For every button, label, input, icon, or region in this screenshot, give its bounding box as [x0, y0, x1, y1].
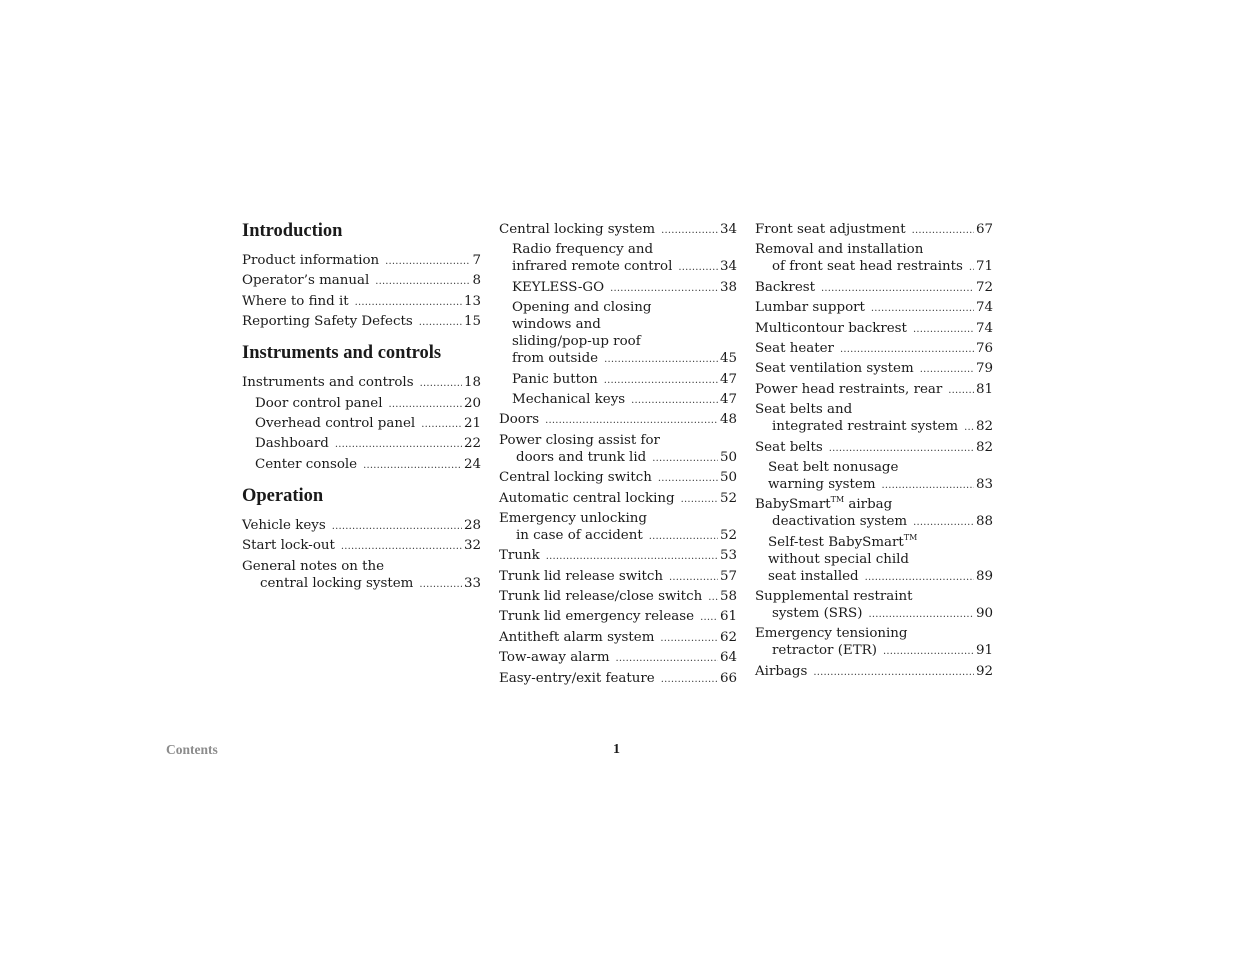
toc-entry-line: Power closing assist for: [499, 432, 660, 448]
toc-entry-title: warning system: [768, 476, 876, 492]
dot-leader: [335, 436, 462, 453]
toc-entry[interactable]: [755, 625, 993, 660]
toc-entry-line: [499, 649, 737, 667]
dot-leader: [419, 576, 462, 593]
toc-page-ref: 52: [719, 527, 737, 543]
toc-entry-title: Airbags: [755, 663, 808, 679]
toc-entry-line: [755, 320, 993, 338]
toc-entry-title: Reporting Safety Defects: [242, 314, 413, 330]
toc-entry-title: Antitheft alarm system: [499, 629, 655, 645]
toc-entry[interactable]: [499, 547, 737, 565]
toc-entry-title: Where to find it: [242, 293, 349, 309]
dot-leader: [546, 548, 718, 565]
toc-entry-line: [242, 313, 481, 331]
toc-entry[interactable]: [242, 537, 481, 555]
toc-page-ref: 66: [719, 670, 737, 686]
toc-entry-title: Easy-entry/exit feature: [499, 670, 655, 686]
toc-entry-title: Lumbar support: [755, 300, 865, 316]
toc-entry-line: [755, 418, 993, 436]
toc-entry-title: Trunk lid release/close switch: [499, 589, 703, 605]
section-heading: Instruments and controls: [242, 343, 442, 364]
toc-entry[interactable]: [242, 313, 481, 331]
toc-entry[interactable]: [755, 381, 993, 399]
dot-leader: [912, 222, 974, 239]
toc-entry[interactable]: [242, 517, 481, 535]
toc-entry[interactable]: [499, 490, 737, 508]
toc-entry-line: [499, 371, 737, 389]
dot-leader: [829, 440, 974, 457]
dot-leader: [871, 300, 974, 317]
toc-entry-line: [755, 258, 993, 276]
toc-page-ref: 53: [719, 548, 737, 564]
dot-leader: [421, 416, 462, 433]
toc-entry-title: Panic button: [512, 371, 598, 387]
toc-entry-title: Central locking switch: [499, 470, 652, 486]
dot-leader: [913, 514, 974, 531]
toc-page-ref: 13: [463, 293, 481, 309]
toc-entry-title: Tow-away alarm: [499, 650, 610, 666]
toc-entry-line: [242, 252, 481, 270]
toc-page-ref: 71: [975, 259, 993, 275]
toc-entry-line: [499, 588, 737, 606]
toc-entry-title: retractor (ETR): [772, 643, 877, 659]
toc-entry-line: [755, 663, 993, 681]
dot-leader: [821, 280, 974, 297]
dot-leader: [388, 396, 461, 413]
dot-leader: [341, 538, 462, 555]
toc-entry-line: [499, 350, 737, 368]
toc-page-ref: 24: [463, 456, 481, 472]
dot-leader: [882, 477, 974, 494]
toc-entry[interactable]: [499, 568, 737, 586]
toc-page-ref: 82: [975, 439, 993, 455]
toc-entry[interactable]: [242, 435, 481, 453]
dot-leader: [652, 450, 718, 467]
toc-entry-line: Emergency tensioning: [755, 626, 908, 642]
dot-leader: [661, 222, 718, 239]
toc-entry[interactable]: [499, 469, 737, 487]
toc-entry-line: [242, 374, 481, 392]
toc-page-ref: 48: [719, 412, 737, 428]
toc-entry-title: Seat heater: [755, 340, 834, 356]
toc-page-ref: 74: [975, 300, 993, 316]
toc-entry[interactable]: [755, 221, 993, 239]
toc-entry-title: central locking system: [260, 575, 414, 591]
toc-entry-title: Central locking system: [499, 222, 656, 237]
toc-entry-title: from outside: [512, 351, 599, 367]
toc-entry-list: [242, 252, 481, 331]
toc-page-ref: 81: [975, 381, 993, 397]
toc-entry[interactable]: [499, 221, 737, 239]
toc-entry-title: Doors: [499, 412, 540, 428]
toc-entry-title: Seat belts: [755, 439, 823, 455]
dot-leader: [678, 259, 718, 276]
toc-page-ref: 67: [975, 222, 993, 237]
toc-entry[interactable]: [755, 299, 993, 317]
toc-entry-title: seat installed: [768, 568, 859, 584]
toc-entry-line: [755, 360, 993, 378]
toc-entry[interactable]: [242, 558, 481, 593]
toc-entry-title: Start lock-out: [242, 538, 335, 554]
toc-entry-list: [242, 517, 481, 593]
toc-entry-line: [499, 629, 737, 647]
toc-entry[interactable]: [755, 439, 993, 457]
toc-entry-title: infrared remote control: [512, 259, 673, 275]
toc-page-ref: 58: [719, 589, 737, 605]
dot-leader: [419, 314, 462, 331]
toc-entry-line: [499, 411, 737, 429]
toc-entry-line: [755, 299, 993, 317]
toc-page-ref: 90: [975, 606, 993, 622]
toc-entry[interactable]: [755, 496, 993, 531]
toc-entry-title: KEYLESS-GO: [512, 279, 605, 295]
toc-entry-title: system (SRS): [772, 606, 863, 622]
toc-entry-title: Backrest: [755, 279, 816, 295]
toc-entry[interactable]: [499, 608, 737, 626]
toc-entry-line: [755, 279, 993, 297]
dot-leader: [355, 294, 462, 311]
toc-entry[interactable]: [499, 279, 737, 297]
dot-leader: [363, 457, 462, 474]
toc-entry-line: Supplemental restraint: [755, 589, 913, 605]
toc-entry-line: [499, 469, 737, 487]
toc-page-ref: 88: [975, 514, 993, 530]
toc-page-ref: 8: [472, 273, 481, 289]
dot-leader: [681, 491, 718, 508]
toc-entry[interactable]: [755, 320, 993, 338]
toc-entry[interactable]: [242, 456, 481, 474]
dot-leader: [375, 273, 470, 290]
toc-entry-title: of front seat head restraints: [772, 259, 963, 275]
toc-entry[interactable]: [499, 411, 737, 429]
toc-entry-line: Emergency unlocking: [499, 510, 647, 526]
toc-page-ref: 92: [975, 663, 993, 679]
toc-entry[interactable]: [755, 241, 993, 276]
toc-entry-title: deactivation system: [772, 514, 908, 530]
dot-leader: [631, 392, 718, 409]
dot-leader: [708, 589, 718, 606]
toc-entry-line: [499, 449, 737, 467]
dot-leader: [669, 569, 718, 586]
toc-entry-list: [242, 374, 481, 474]
toc-entry-title: Power head restraints, rear: [755, 381, 943, 397]
toc-entry-line: [242, 415, 481, 433]
dot-leader: [840, 341, 974, 358]
toc-entry[interactable]: [755, 340, 993, 358]
toc-page-ref: 15: [463, 314, 481, 330]
dot-leader: [420, 375, 462, 392]
toc-entry-line: windows and: [512, 317, 601, 333]
toc-entry[interactable]: [499, 432, 737, 467]
dot-leader: [913, 321, 974, 338]
toc-entry-title: Automatic central locking: [499, 490, 675, 506]
dot-leader: [948, 382, 974, 399]
toc-entry-line: [755, 568, 993, 586]
toc-page-ref: 22: [463, 436, 481, 452]
toc-page-ref: 47: [719, 371, 737, 387]
toc-entry[interactable]: [755, 459, 993, 494]
dot-leader: [616, 650, 718, 667]
toc-entry-line: Self-test BabySmart™: [768, 532, 918, 550]
toc-entry[interactable]: [755, 401, 993, 436]
toc-entry-line: [755, 513, 993, 531]
dot-leader: [604, 372, 718, 389]
toc-page-ref: 82: [975, 419, 993, 435]
toc-entry[interactable]: [242, 272, 481, 290]
toc-column-2: [499, 220, 737, 690]
dot-leader: [658, 470, 718, 487]
trademark-mark: TM: [830, 495, 845, 505]
dot-leader: [660, 630, 718, 647]
toc-entry-line: [755, 642, 993, 660]
dot-leader: [700, 609, 718, 626]
toc-entry-title: Vehicle keys: [242, 517, 326, 533]
section-heading: Operation: [242, 485, 324, 506]
toc-entry[interactable]: [242, 395, 481, 413]
toc-entry-title: Center console: [255, 456, 358, 472]
dot-leader: [868, 606, 974, 623]
toc-entry-line: [242, 272, 481, 290]
toc-entry-line: [242, 395, 481, 413]
toc-entry-title: Dashboard: [255, 436, 329, 452]
toc-page-ref: 83: [975, 476, 993, 492]
toc-entry-line: [499, 221, 737, 239]
toc-page-ref: 52: [719, 490, 737, 506]
toc-entry-title: in case of accident: [516, 527, 643, 543]
toc-entry-title: Trunk lid release switch: [499, 568, 664, 584]
toc-entry[interactable]: [755, 663, 993, 681]
toc-entry[interactable]: [242, 415, 481, 433]
toc-entry[interactable]: [755, 534, 993, 586]
toc-entry-title: Mechanical keys: [512, 391, 626, 407]
toc-entry-title: integrated restraint system: [772, 419, 959, 435]
toc-page-ref: 47: [719, 391, 737, 407]
dot-leader: [865, 569, 974, 586]
toc-entry-line: [499, 547, 737, 565]
dot-leader: [545, 412, 718, 429]
toc-entry[interactable]: [242, 252, 481, 270]
toc-entry-title: Trunk lid emergency release: [499, 609, 695, 625]
toc-page-ref: 74: [975, 320, 993, 336]
toc-entry-line: Opening and closing: [512, 300, 652, 316]
toc-entry[interactable]: [499, 670, 737, 688]
toc-entry-line: [242, 517, 481, 535]
toc-page-ref: 50: [719, 449, 737, 465]
toc-page-ref: 89: [975, 568, 993, 584]
toc-entry-line: [242, 435, 481, 453]
toc-page-ref: 18: [463, 375, 481, 391]
toc-page-ref: 38: [719, 279, 737, 295]
toc-entry-title: Trunk: [499, 548, 540, 564]
toc-entry-line: Seat belts and: [755, 402, 853, 418]
footer-section-label: Contents: [166, 742, 218, 757]
toc-entry-title: Front seat adjustment: [755, 222, 906, 237]
toc-entry-line: [755, 439, 993, 457]
dot-leader: [385, 253, 470, 270]
toc-entry-line: [499, 258, 737, 276]
toc-entry[interactable]: [499, 588, 737, 606]
toc-entry-title: Door control panel: [255, 395, 383, 411]
dot-leader: [920, 361, 974, 378]
dot-leader: [883, 643, 974, 660]
dot-leader: [964, 419, 974, 436]
toc-entry-line: [499, 670, 737, 688]
dot-leader: [610, 280, 718, 297]
toc-entry-line: without special child: [768, 551, 910, 567]
toc-entry-line: sliding/pop-up roof: [512, 334, 641, 350]
toc-entry-line: [755, 476, 993, 494]
toc-entry-title: Instruments and controls: [242, 375, 414, 391]
toc-page-ref: 64: [719, 650, 737, 666]
toc-page-ref: 57: [719, 568, 737, 584]
toc-page-ref: 28: [463, 517, 481, 533]
toc-entry-line: [499, 279, 737, 297]
toc-page-ref: 21: [463, 415, 481, 431]
toc-page-ref: 45: [719, 351, 737, 367]
toc-page-ref: 32: [463, 538, 481, 554]
dot-leader: [661, 671, 718, 688]
trademark-mark: TM: [903, 532, 918, 542]
toc-entry-title: doors and trunk lid: [516, 449, 647, 465]
toc-entry[interactable]: [242, 293, 481, 311]
toc-entry-line: BabySmart™ airbag: [755, 495, 893, 513]
toc-entry-line: [242, 456, 481, 474]
toc-entry-line: [755, 605, 993, 623]
dot-leader: [332, 518, 462, 535]
dot-leader: [813, 664, 974, 681]
toc-entry[interactable]: [499, 371, 737, 389]
toc-entry[interactable]: [499, 391, 737, 409]
toc-page-ref: 20: [463, 395, 481, 411]
toc-entry-line: [242, 293, 481, 311]
toc-entry-title: Seat ventilation system: [755, 361, 914, 377]
toc-entry-line: [499, 391, 737, 409]
page-number: 1: [613, 742, 620, 757]
toc-entry-line: [755, 221, 993, 239]
toc-entry-line: [499, 527, 737, 545]
dot-leader: [604, 351, 718, 368]
toc-entry[interactable]: [242, 374, 481, 392]
toc-entry-line: Seat belt nonusage: [768, 459, 899, 475]
toc-entry[interactable]: [755, 588, 993, 623]
toc-entry-line: [242, 537, 481, 555]
toc-page-ref: 91: [975, 643, 993, 659]
toc-entry-title: Overhead control panel: [255, 415, 416, 431]
toc-entry[interactable]: [499, 241, 737, 276]
toc-entry-title: Product information: [242, 253, 380, 268]
toc-page-ref: 7: [472, 253, 481, 268]
toc-page-ref: 72: [975, 279, 993, 295]
toc-entry[interactable]: [499, 510, 737, 545]
toc-entry-line: Radio frequency and: [512, 242, 654, 258]
toc-entry-line: [755, 381, 993, 399]
toc-entry-title: Operator’s manual: [242, 273, 370, 289]
toc-entry[interactable]: [755, 279, 993, 297]
toc-page-ref: 33: [463, 575, 481, 591]
toc-column-3: [755, 220, 993, 683]
dot-leader: [649, 528, 718, 545]
toc-entry-line: Removal and installation: [755, 242, 924, 258]
toc-entry-line: [755, 340, 993, 358]
section-heading: Introduction: [242, 221, 343, 241]
toc-page-ref: 61: [719, 609, 737, 625]
toc-entry-line: [499, 568, 737, 586]
toc-entry-line: [499, 490, 737, 508]
toc-entry[interactable]: [755, 360, 993, 378]
toc-entry-title: Multicontour backrest: [755, 320, 907, 336]
toc-entry[interactable]: [499, 649, 737, 667]
toc-entry[interactable]: [499, 299, 737, 368]
toc-entry-line: [242, 575, 481, 593]
toc-page-ref: 34: [719, 259, 737, 275]
toc-page-ref: 76: [975, 340, 993, 356]
toc-entry-line: General notes on the: [242, 558, 385, 574]
toc-page-ref: 34: [719, 222, 737, 237]
toc-page-ref: 62: [719, 629, 737, 645]
toc-entry[interactable]: [499, 629, 737, 647]
toc-page-ref: 79: [975, 361, 993, 377]
toc-page-ref: 50: [719, 470, 737, 486]
toc-column-1: [242, 220, 481, 595]
toc-entry-line: [499, 608, 737, 626]
